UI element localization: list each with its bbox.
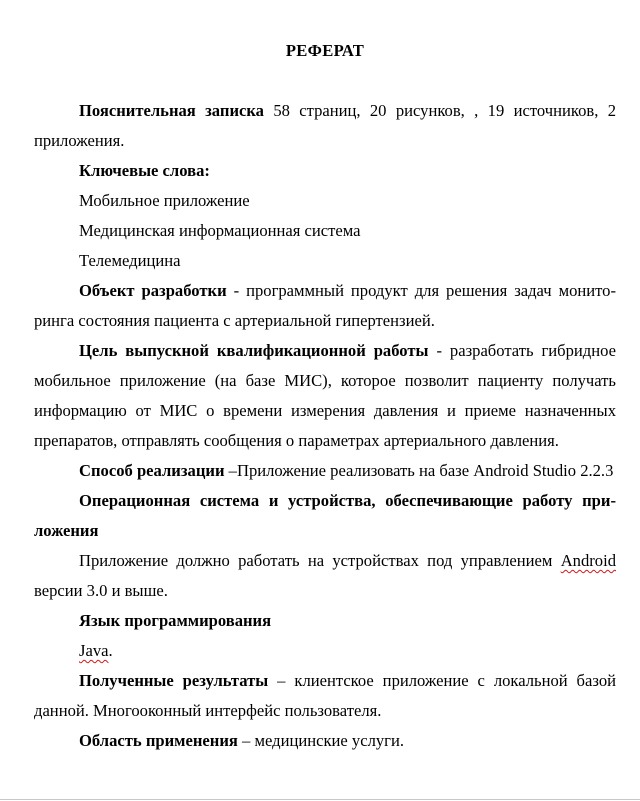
spellcheck-flagged-word: Java [79, 641, 109, 660]
results-text: – клиентское приложение с локальной базой данной. Многооконный интерфейс пользователя. [34, 671, 617, 720]
document-title: РЕФЕРАТ [285, 41, 365, 60]
os-devices-label: Операционная система и устройства, обеспечивающие работу приложения [34, 491, 616, 540]
explanatory-note-label: Пояснительная записка [79, 101, 264, 120]
spellcheck-flagged-word: Android [560, 551, 616, 570]
application-scope-label: Область применения [79, 731, 238, 750]
explanatory-note-paragraph [34, 96, 616, 156]
implementation-method-text: –Приложение реализовать на базе Android Studio 2.2.3 [224, 461, 614, 480]
os-devices-paragraph [34, 546, 616, 606]
programming-language-value-after: . [108, 641, 113, 660]
explanatory-note-text: 58 страниц, 20 рисунков, , 19 источников, 2 приложения. [34, 101, 617, 150]
application-scope-paragraph [34, 726, 616, 756]
programming-language-label: Язык программирования [79, 611, 272, 630]
keywords-label: Ключевые слова: [79, 161, 210, 180]
application-scope-text: – медицинские услуги. [237, 731, 404, 750]
thesis-goal-paragraph [34, 336, 616, 456]
os-devices-heading-paragraph [34, 486, 616, 546]
keyword-item [34, 216, 616, 246]
keyword-item [34, 246, 616, 276]
results-paragraph [34, 666, 616, 726]
thesis-goal-text: - разработать гибридное мобильное приложение (на базе МИС), которое позволит пациенту получать информацию от МИС о времени измерения давления и приеме назначенных препаратов, отправлять сообщения о параметрах артериального давления. [34, 341, 616, 450]
keyword-item [34, 186, 616, 216]
implementation-method-label: Способ реализации [79, 461, 225, 480]
thesis-goal-label: Цель выпускной квалификационной работы [79, 341, 429, 360]
page-bottom-divider [0, 799, 640, 800]
os-devices-text-after: версии 3.0 и выше. [34, 581, 168, 600]
implementation-method-paragraph [34, 456, 616, 486]
keyword-item-text: Телемедицина [79, 251, 181, 270]
development-object-text: - программный продукт для решения задач мониторинга состояния пациента с артериальной гипертензией. [34, 281, 616, 330]
keyword-item-text: Медицинская информационная система [79, 221, 361, 240]
keywords-heading-paragraph [34, 156, 616, 186]
development-object-label: Объект разработки [79, 281, 227, 300]
results-label: Полученные результаты [79, 671, 269, 690]
keyword-item-text: Мобильное приложение [79, 191, 250, 210]
programming-language-heading-paragraph [34, 606, 616, 636]
development-object-paragraph [34, 276, 616, 336]
programming-language-paragraph [34, 636, 616, 666]
os-devices-text-before: Приложение должно работать на устройствах под управлением [79, 551, 561, 570]
